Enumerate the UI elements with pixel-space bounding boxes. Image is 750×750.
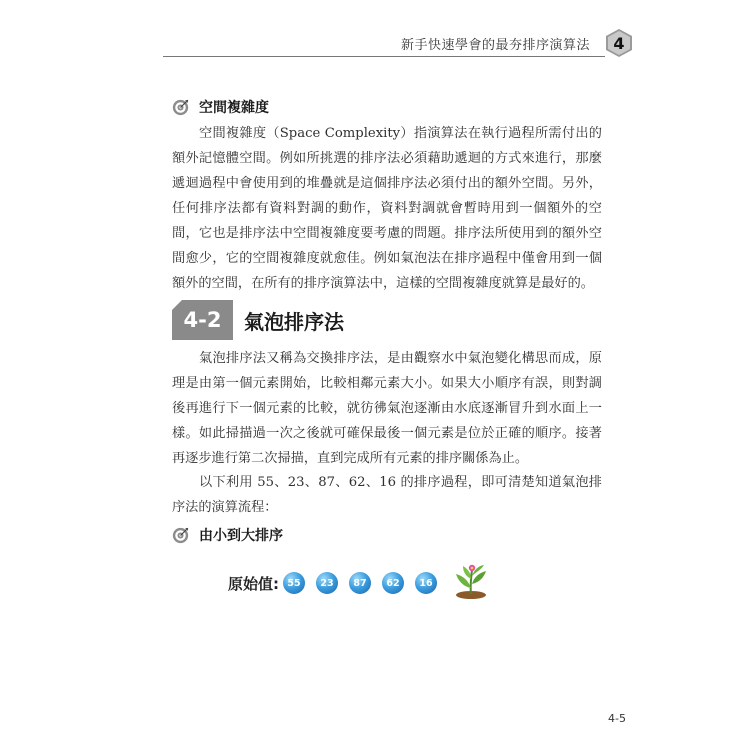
value-ball-number: 23	[320, 577, 334, 589]
space-complexity-paragraph: 空間複雜度（Space Complexity）指演算法在執行過程所需付出的額外記憶體空間。例如所挑選的排序法必須藉助遞迴的方式來進行，那麼遞迴過程中會使用到的堆疊就是這個排序法必須付出的額外空間。另外，任何排序法都有資料對調的動作，資料對調就會暫時用到一個額外的空間，它也是排序法中空間複雜度要考慮的問題。排序法所使用到的額外空間愈少，它的空間複雜度就愈佳。例如氣泡法在排序過程中僅會用到一個額外的空間，在所有的排序演算法中，這樣的空間複雜度就算是最好的。	[172, 126, 602, 291]
target-icon	[172, 527, 189, 544]
value-ball	[283, 572, 305, 594]
section-number-box	[172, 300, 233, 340]
original-values-row	[228, 568, 492, 598]
value-ball-number: 62	[386, 577, 400, 589]
value-ball-number: 16	[419, 577, 433, 589]
page-header	[0, 30, 750, 60]
space-complexity-heading	[172, 97, 269, 117]
value-ball	[415, 572, 437, 594]
header-rule	[163, 56, 605, 57]
space-complexity-heading-text: 空間複雜度	[199, 100, 269, 116]
section-title: 氣泡排序法	[244, 309, 344, 334]
value-ball	[316, 572, 338, 594]
value-ball-number: 55	[287, 577, 301, 589]
chapter-number: 4	[613, 34, 625, 53]
value-ball	[382, 572, 404, 594]
value-ball	[349, 572, 371, 594]
bubble-sort-example-paragraph: 以下利用 55、23、87、62、16 的排序過程，即可清楚知道氣泡排序法的演算流程：	[172, 475, 602, 515]
chapter-badge	[606, 29, 632, 57]
ascending-heading-text: 由小到大排序	[199, 528, 283, 544]
bubble-sort-paragraph: 氣泡排序法又稱為交換排序法，是由觀察水中氣泡變化構思而成，原理是由第一個元素開始，比較相鄰元素大小。如果大小順序有誤，則對調後再進行下一個元素的比較，就彷彿氣泡逐漸由水底逐漸冒升到水面上一樣。如此掃描過一次之後就可確保最後一個元素是位於正確的順序。接著再逐步進行第二次掃描，直到完成所有元素的排序關係為止。	[172, 351, 602, 466]
page-number: 4-5	[608, 712, 626, 725]
original-values-label: 原始值:	[228, 574, 279, 593]
value-ball-number: 87	[353, 577, 367, 589]
plant-illustration	[450, 560, 492, 600]
book-title: 新手快速學會的最夯排序演算法	[400, 38, 590, 53]
ascending-heading	[172, 525, 283, 545]
section-number: 4-2	[183, 308, 222, 332]
target-icon	[172, 99, 189, 116]
section-heading	[172, 298, 344, 342]
